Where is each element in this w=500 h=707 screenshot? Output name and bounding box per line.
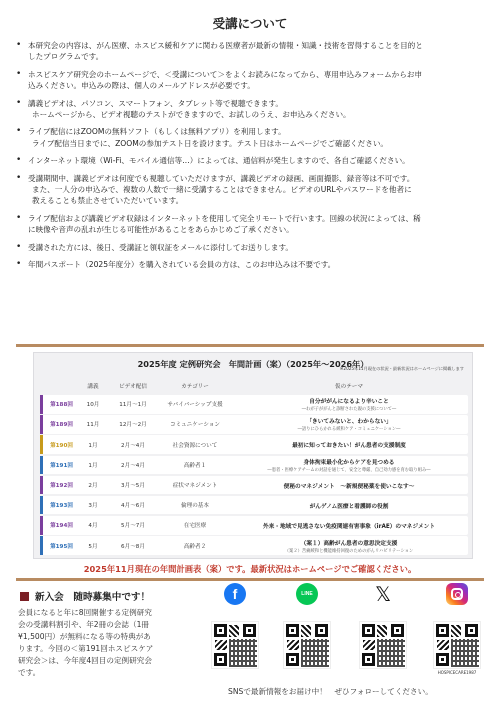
video-period: 4月〜6月 <box>121 503 145 510</box>
lecture-month: 10月 <box>86 402 100 409</box>
video-period: 2月〜4月 <box>121 442 145 449</box>
qr-code <box>283 621 331 669</box>
sns-line[interactable] <box>277 583 337 669</box>
schedule-footnote: 2025年11月現在の年間計画表（案）です。最新状況はホームページでご確認ください。 <box>83 564 417 574</box>
theme-main: がんゲノム医療と看護師の役割 <box>309 503 389 510</box>
schedule-row <box>40 456 468 475</box>
video-period: 12月〜2月 <box>119 422 147 429</box>
guideline-line: • 講義ビデオは、パソコン、スマートフォン、タブレット等で視聴できます。 <box>28 98 283 108</box>
video-period: 2月〜4月 <box>121 462 145 469</box>
session-number: 第192回 <box>40 476 80 495</box>
video-period: 5月〜7月 <box>121 523 145 530</box>
sns-x[interactable] <box>353 583 413 669</box>
category: 社会資源について <box>172 442 218 449</box>
guideline-item <box>16 259 486 270</box>
recruit-heading <box>20 589 150 603</box>
guideline-line: また、一人分の申込みで、複数の人数で一緒に受講することはできません。ビデオのURLやパスワードを他者に <box>32 184 412 194</box>
schedule-row <box>40 415 468 434</box>
qr-code <box>433 621 481 669</box>
theme <box>230 435 468 454</box>
session-number: 第190回 <box>40 435 80 454</box>
sns-footer: SNSで最新情報をお届け中！ ぜひフォローしてください。 <box>228 687 433 696</box>
instagram-handle: HOSPICECARE1987 <box>437 670 477 675</box>
category: コミュニケーション <box>169 422 220 429</box>
guideline-line: に映像や音声の乱れが生じる可能性があることをあらかじめご了承ください。 <box>28 224 294 234</box>
session-number: 第188回 <box>40 395 80 414</box>
schedule-row <box>40 496 468 515</box>
guideline-item <box>16 213 486 235</box>
lecture-month: 4月 <box>88 523 98 530</box>
theme-main: （案１）高齢がん患者の意思決定支援 <box>300 540 398 547</box>
lecture-month: 11月 <box>86 422 100 429</box>
lecture-month: 1月 <box>88 462 98 469</box>
sns-section <box>205 583 495 691</box>
theme-main: 身体拘束最小化からケアを見つめる <box>303 459 395 466</box>
lecture-month: 2月 <box>88 483 98 489</box>
session-number: 第195回 <box>40 536 80 555</box>
lecture-month: 5月 <box>88 543 98 550</box>
theme <box>230 456 468 475</box>
session-number: 第194回 <box>40 516 80 535</box>
guideline-line: 教えることも禁止させていただいています。 <box>32 196 184 206</box>
video-period: 11月〜1月 <box>119 402 147 409</box>
recruit-line: 会の受講料割引や、年2冊の会誌（1冊 <box>18 620 150 629</box>
session-number: 第191回 <box>40 456 80 475</box>
theme <box>230 536 468 555</box>
line-icon[interactable]: LINE <box>296 583 318 605</box>
category: サバイバーシップ支援 <box>167 402 223 409</box>
guideline-line: • ホスピスケア研究会のホームページで、＜受講について＞をよくお読みになってから、専用申込みフォームからお申 <box>28 69 423 79</box>
header-theme: 仮のテーマ <box>335 384 363 390</box>
guideline-line: • インターネット環境（Wi-Fi、モバイル通信等…）によっては、通信料が発生しますので、各自ご確認ください。 <box>28 156 410 166</box>
recruit-heading-text: 新入会 随時募集中です！ <box>35 592 151 603</box>
video-period: 3月〜5月 <box>121 483 145 489</box>
theme-main: 最初に知っておきたい！がん患者の支援制度 <box>292 443 406 450</box>
sns-facebook[interactable] <box>205 583 265 669</box>
guideline-item <box>16 40 486 62</box>
theme-main: 便秘のマネジメント 〜新規便秘薬を使いこなす〜 <box>283 483 415 490</box>
theme-sub: ―患者・医療ケアチームの対話を通じて、安全と尊厳、自己効力感を育む取り組み― <box>267 467 431 473</box>
divider <box>16 578 484 581</box>
lecture-month: 1月 <box>88 442 98 449</box>
theme-sub: ―語りにひらかれる緩和ケア・コミュニケーション― <box>297 427 401 433</box>
recruit-line: ¥1,500円）が無料になる等の特典があ <box>18 632 151 641</box>
guideline-line: • 受講期間中、講義ビデオは何度でも視聴していただけますが、講義ビデオの録画、画面撮影、録音等は不可です。 <box>28 173 415 183</box>
theme-main: 自分ががんになるより辛いこと <box>309 399 389 406</box>
guideline-line: したプログラムです。 <box>28 52 104 62</box>
theme-sub: （案２）苦痛緩和と機能維持回復のためのがんリハビリテーション <box>284 548 414 554</box>
qr-code <box>211 621 259 669</box>
guidelines-list <box>16 40 486 277</box>
category: 倫理の基本 <box>181 503 209 510</box>
schedule-header-row <box>40 379 468 393</box>
theme <box>230 516 468 535</box>
guideline-item <box>16 242 486 253</box>
schedule-note: ※2025年11月現在の状況・最新状況はホームページに掲載します <box>339 366 464 371</box>
header-category: カテゴリー <box>181 384 209 390</box>
guideline-line: ライブ配信当日までに、ZOOMの参加テスト日を設けます。テスト日はホームページでご確認ください。 <box>32 138 389 148</box>
theme-main: 「きいてみないと、わからない」 <box>306 419 392 426</box>
x-icon[interactable]: 𝕏 <box>374 583 392 606</box>
schedule-rows <box>40 395 468 557</box>
guideline-line: 込みください。申込みの際は、個人のメールアドレスが必要です。 <box>28 81 255 90</box>
guideline-line: ホームページから、ビデオ視聴のテストができますので、お試しのうえ、お申込みください。 <box>32 109 351 119</box>
category: 在宅医療 <box>183 523 207 530</box>
theme <box>230 415 468 434</box>
recruit-line: 研究会＞は、今年度4回目の定例研究会 <box>18 656 152 665</box>
schedule-row <box>40 516 468 535</box>
schedule-title: 2025年度 定例研究会 年間計画（案）（2025年〜2026年） <box>137 359 369 369</box>
facebook-icon[interactable]: f <box>224 583 246 605</box>
annual-schedule-table <box>33 352 473 559</box>
guideline-line: • 受講された方には、後日、受講証と領収証をメールに添付してお送りします。 <box>28 242 294 252</box>
theme-main: 外来・地域で見逃さない免疫関連有害事象（irAE）のマネジメント <box>262 523 436 530</box>
theme <box>230 496 468 515</box>
category: 高齢者１ <box>183 462 207 469</box>
qr-code <box>359 621 407 669</box>
guideline-item <box>16 173 486 207</box>
instagram-icon[interactable] <box>446 583 468 605</box>
recruit-line: 会員になると年に8回開催する定例研究 <box>18 608 152 617</box>
header-lecture: 講義 <box>87 384 99 390</box>
recruit-body <box>18 607 203 679</box>
guideline-line: • 年間パスポート（2025年度分）を購入されている会員の方は、このお申込みは不要です。 <box>28 260 336 270</box>
recruit-line: です。 <box>18 668 41 677</box>
guideline-line: • 本研究会の内容は、がん医療、ホスピス緩和ケアに関わる医療者が最新の情報・知識・技術を習得することを目的と <box>28 41 423 50</box>
schedule-row <box>40 435 468 454</box>
session-number: 第193回 <box>40 496 80 515</box>
theme <box>230 395 468 414</box>
lecture-month: 3月 <box>88 503 98 510</box>
session-number: 第189回 <box>40 415 80 434</box>
schedule-row <box>40 476 468 495</box>
guideline-item <box>16 98 486 120</box>
category: 症状マネジメント <box>172 483 218 489</box>
guideline-item <box>16 69 486 91</box>
category: 高齢者２ <box>183 543 207 550</box>
schedule-row <box>40 536 468 555</box>
sns-instagram[interactable] <box>427 583 487 675</box>
schedule-row <box>40 395 468 414</box>
guideline-item <box>16 155 486 166</box>
header-number <box>40 379 80 393</box>
guideline-line: • ライブ配信にはZOOMの無料ソフト（もしくは無料アプリ）を利用します。 <box>28 127 286 137</box>
heading-marker <box>20 592 29 601</box>
theme-sub: ―わが子ががんと診断された親の支援について― <box>301 407 397 413</box>
recruit-line: ります。今回の＜第191回ホスピスケア <box>18 644 154 653</box>
divider <box>16 344 484 347</box>
video-period: 6月〜8月 <box>121 543 145 550</box>
page-title: 受講について <box>212 16 288 31</box>
guideline-line: • ライブ配信および講義ビデオ収録はインターネットを使用して完全リモートで行います。回線の状況によっては、稀 <box>28 213 421 223</box>
header-video: ビデオ配信 <box>119 384 147 390</box>
theme <box>230 476 468 495</box>
guideline-item <box>16 126 486 148</box>
